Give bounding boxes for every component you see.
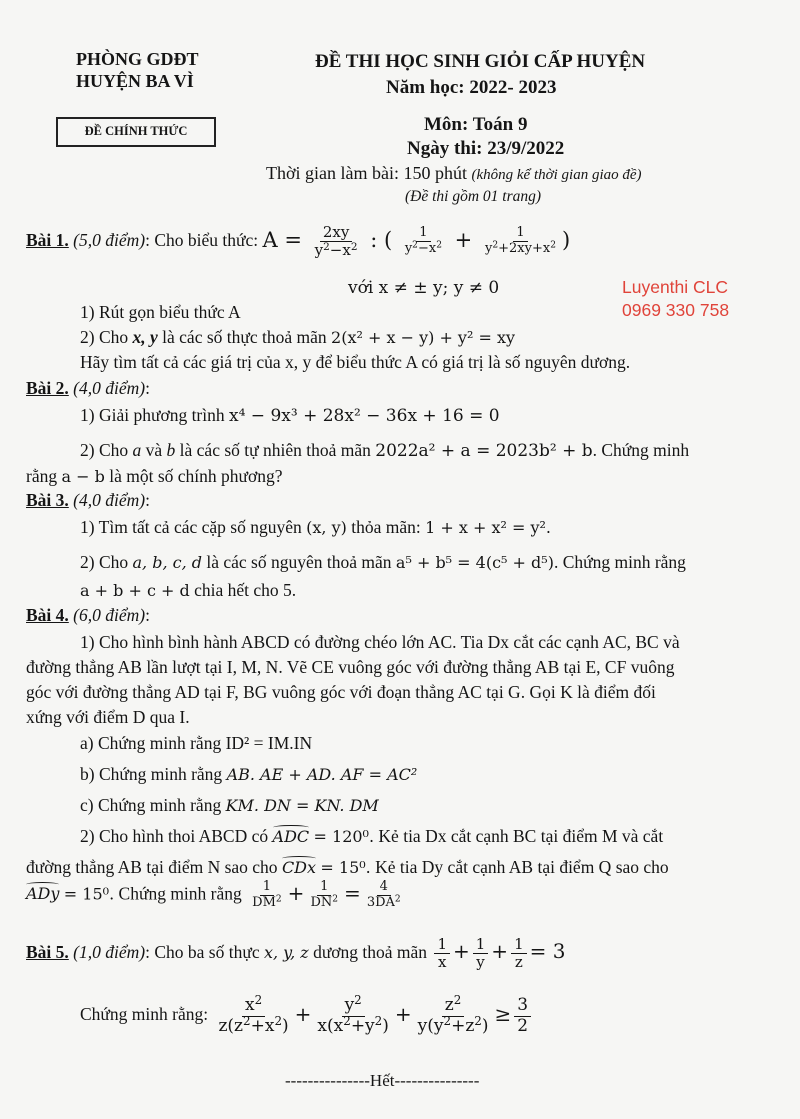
problem-3-label: Bài 3. [26,490,69,510]
problem-4-points: (6,0 điểm) [73,605,146,625]
problem-2-q1 [80,405,500,427]
problem-1-condition: với x ≠ ± y; y ≠ 0 [348,278,500,298]
conj: và [145,440,163,460]
q2b-end: là một số chính phương? [109,466,283,486]
problem-4-b [80,764,417,786]
q2-vars: a, b, c, d [132,553,202,572]
q1-mid: thỏa mãn: [351,517,421,537]
q1-equation: 1 + x + x² = y². [425,518,552,537]
b-equation: AB. AE + AD. AF = AC² [226,765,418,784]
problem-5-condition: $\frac{1}{x}$ + $\frac{1}{y}$ + $\frac{1}{z}$ = 3 [431,943,565,962]
time-label: Thời gian làm bài: 150 phút [266,163,467,183]
problem-5-inequality: $\frac{x^2}{z(z^2+x^2)}$ + $\frac{y^2}{x(x^2+y^2)}$ + $\frac{z^2}{y(y^2+z^2)}$ ≥ $\frac{3}{2}$ [212,1006,534,1025]
problem-4-c [80,795,379,817]
problem-1-intro: : Cho biểu thức: [145,229,259,250]
angle-cdx-value: = 15⁰. [320,858,371,877]
c-equation: KM. DN = KN. DM [225,796,379,815]
problem-4-line2: đường thẳng AB lần lượt tại I, M, N. Vẽ CE vuông góc với đường thẳng AB tại E, CF vuông [26,657,675,677]
problem-5-points: (1,0 điểm) [73,941,146,962]
problem-1-q1: 1) Rút gọn biểu thức A [80,302,241,322]
problem-4-q2b [26,857,669,879]
problem-1-points: (5,0 điểm) [73,229,146,250]
q2-mid: là các số nguyên thoả mãn [206,552,392,572]
problem-1-q2 [80,327,515,349]
problem-5-prove [80,993,534,1036]
problem-4-line1: 1) Cho hình bình hành ABCD có đường chéo lớn AC. Tia Dx cắt các cạnh AC, BC và [80,632,680,652]
q1-equation: x⁴ − 9x³ + 28x² − 36x + 16 = 0 [229,406,500,426]
q2b-end: chia hết cho 5. [194,580,297,600]
q2-prefix: 2) Cho [80,440,129,460]
problem-4-label: Bài 4. [26,605,69,625]
prove-label: Chứng minh rằng: [80,1004,209,1025]
q2c-equation: $\frac{1}{DM^2}$ + $\frac{1}{DN^2}$ = $\frac{4}{3DA^2}$ [252,879,401,910]
angle-ady-value: = 15⁰. [63,884,115,904]
time-limit [266,162,642,185]
problem-5-label: Bài 5. [26,941,69,962]
problem-5-vars: x, y, z [263,942,309,962]
exam-title: ĐỀ THI HỌC SINH GIỎI CẤP HUYỆN [315,51,646,72]
a-equation: ID² = IM.IN [225,733,313,753]
q2b-prefix: đường thẳng AB tại điểm N sao cho [26,857,278,877]
problem-3-q2 [80,552,686,574]
official-stamp: ĐỀ CHÍNH THỨC [56,117,216,147]
problem-5-intro: : Cho ba số thực [145,941,260,962]
time-note: (không kể thời gian giao đề) [471,167,642,183]
c-prefix: c) Chứng minh rằng [80,795,222,815]
q1-prefix: 1) Tìm tất cả các cặp số nguyên [80,517,302,537]
var-b: b [166,440,176,460]
q2-equation: a⁵ + b⁵ = 4(c⁵ + d⁵) [395,553,554,572]
school-year: Năm học: 2022- 2023 [386,77,557,98]
q2b-end: Kẻ tia Dy cắt cạnh AB tại điểm Q sao cho [375,857,669,877]
q2-end: . Chứng minh rằng [553,552,686,572]
var-a: a [132,440,142,460]
problem-3-q1 [80,517,551,539]
q2-end: . Chứng minh [592,440,690,460]
q2-mid: Kẻ tia Dx cắt cạnh BC tại điểm M và cắt [378,826,664,846]
problem-5-mid: dương thoả mãn [313,941,428,962]
problem-1-header [26,224,570,260]
problem-3-header: Bài 3. (4,0 điểm): [26,490,150,510]
department-name: PHÒNG GDĐT [76,49,199,69]
page-count: (Đề thi gồm 01 trang) [405,188,542,205]
problem-4-line3: góc với đường thẳng AD tại F, BG vuông góc với đoạn thẳng AC tại G. Gọi K là điểm đối [26,682,656,702]
problem-1-q2b: Hãy tìm tất cả các giá trị của x, y để biểu thức A có giá trị là số nguyên dương. [80,352,631,372]
q1-vars: (x, y) [306,518,347,537]
b-prefix: b) Chứng minh rằng [80,764,223,784]
angle-ady: ADy [26,884,60,904]
problem-2-label: Bài 2. [26,378,69,398]
q2b-expr: a + b + c + d [80,581,190,600]
expression-A: A = $\frac{2xy}{y^2-x^2}$ : ( $\frac{1}{y^2-x^2}$ + $\frac{1}{y^2+2xy+x^2}$ ) [262,223,571,260]
district-name: HUYỆN BA VÌ [76,71,194,91]
problem-4-a [80,733,312,755]
problem-4-q2 [80,826,663,848]
angle-adc: ADC [272,827,310,846]
problem-3-q2b [80,580,296,602]
q2-mid: là các số thực thoả mãn [162,327,327,347]
q2-prefix: 2) Cho [80,327,129,347]
problem-2-q2b [26,466,283,488]
q2-equation: 2(x² + x − y) + y² = xy [331,328,516,347]
problem-4-header: Bài 4. (6,0 điểm): [26,605,150,625]
end-marker: ---------------Hết--------------- [285,1071,480,1090]
q2-prefix: 2) Cho hình thoi ABCD có [80,826,269,846]
problem-1-label: Bài 1. [26,229,69,250]
q2b-prefix: rằng [26,466,58,486]
q2c-mid: Chứng minh rằng [118,883,242,904]
problem-3-points: (4,0 điểm) [73,490,146,510]
problem-4-line4: xứng với điểm D qua I. [26,707,190,727]
exam-date: Ngày thi: 23/9/2022 [407,138,565,159]
q2b-expr: a − b [61,467,105,486]
q2-prefix: 2) Cho [80,552,129,572]
watermark-name: Luyenthi CLC [622,277,729,297]
problem-5-header [26,936,565,972]
problem-2-header: Bài 2. (4,0 điểm): [26,378,150,398]
watermark-phone: 0969 330 758 [622,300,730,320]
problem-2-q2 [80,440,689,462]
q2-mid: là các số tự nhiên thoả mãn [179,440,371,460]
a-prefix: a) Chứng minh rằng [80,733,222,753]
angle-adc-value: = 120⁰. [313,827,375,846]
angle-cdx: CDx [281,858,317,877]
subject: Môn: Toán 9 [424,114,528,135]
q1-prefix: 1) Giải phương trình [80,405,225,425]
q2-equation: 2022a² + a = 2023b² + b [375,441,593,461]
q2-vars: x, y [132,327,158,347]
problem-4-q2c [26,880,407,911]
problem-2-points: (4,0 điểm) [73,378,146,398]
